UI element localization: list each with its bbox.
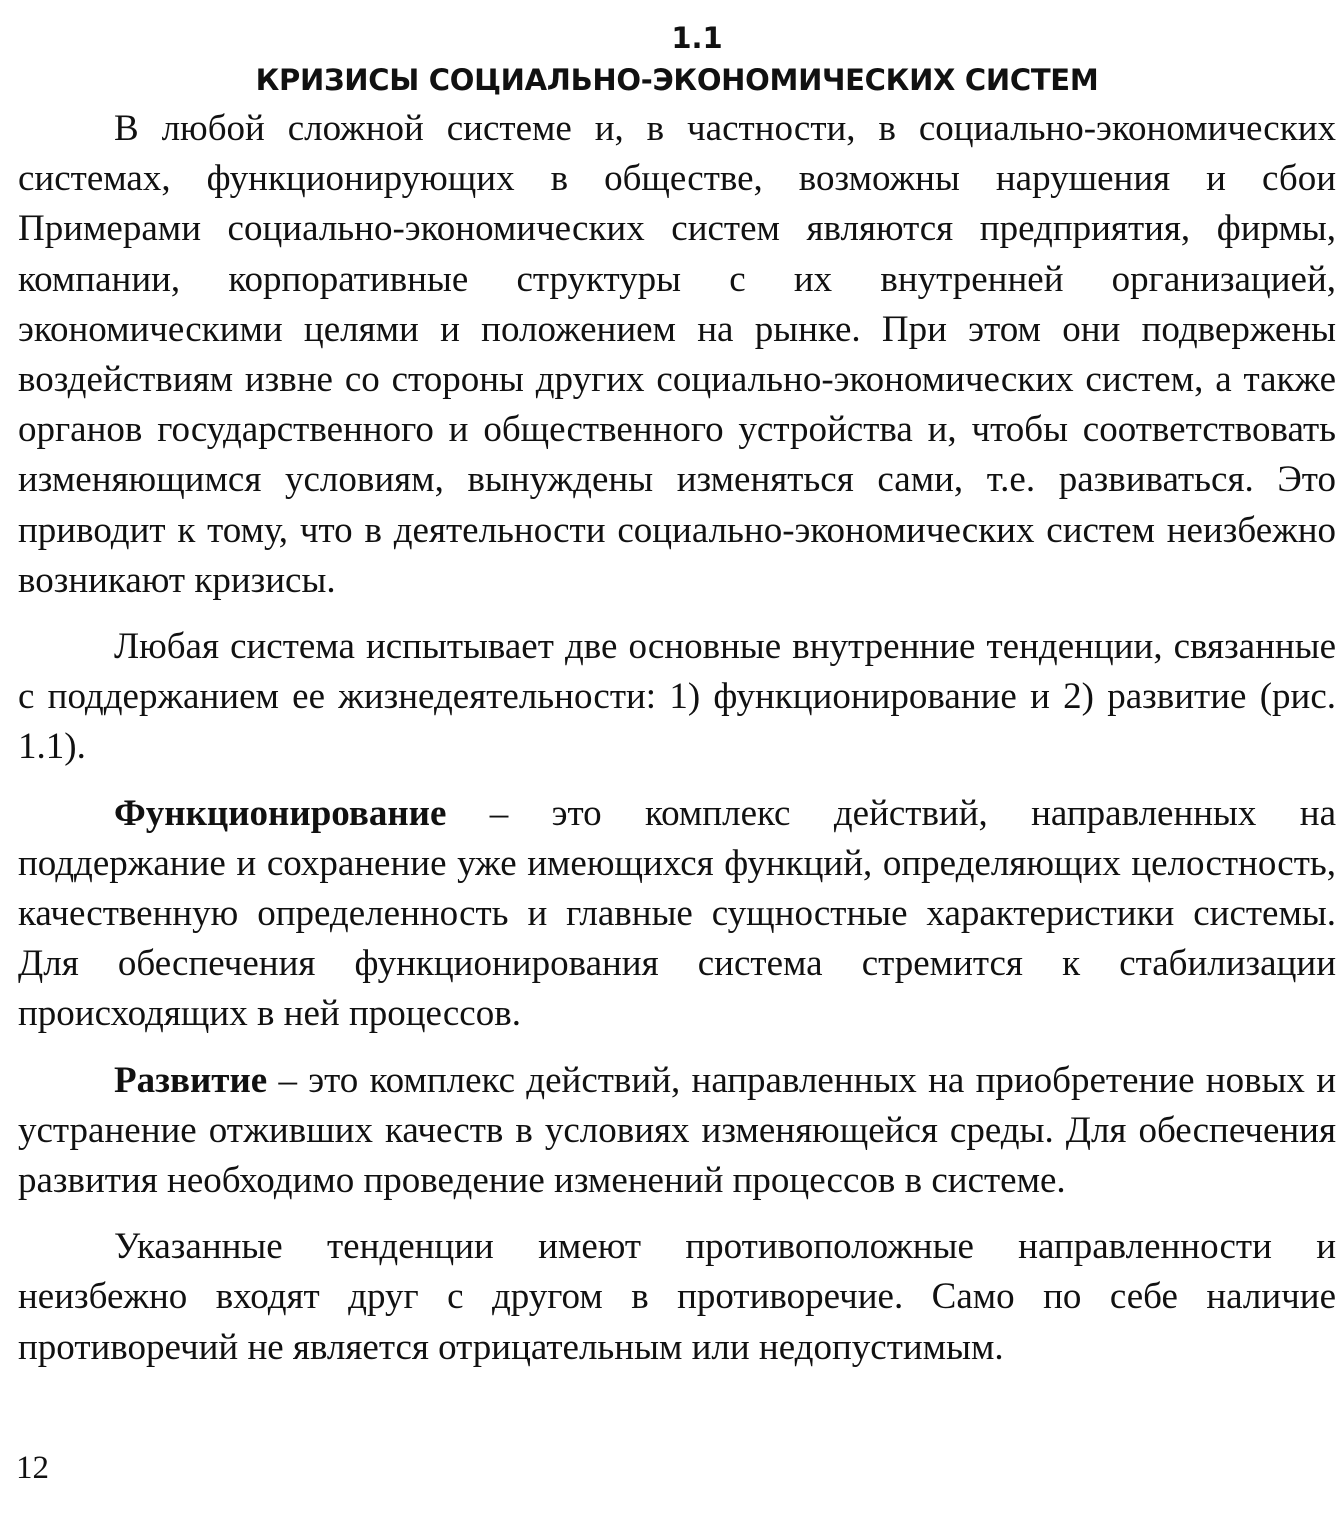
paragraph-1: В любой сложной системе и, в частности, в социально-экономических системах, функционирующих в обществе, возможны нарушения и сбои Примерами социально-экономических систем являются предприятия, фирмы, компании, корпоративные структуры с их внутренней организацией, экономическими целями и положением на рынке. При этом они подвержены воздействиям извне со стороны других социально-экономических систем, а также органов государственного и общественного устройства и, чтобы соответствовать изменяющимся условиям, вынуждены изменяться сами, т.е. развиваться. Это приводит к тому, что в деятельности социально-экономических систем неизбежно возникают кризисы. — [18, 108, 1336, 601]
body-text — [18, 104, 1336, 1373]
paragraph-4 — [18, 1056, 1336, 1207]
definition-functioning: – это комплекс действий, направленных на поддержание и сохранение уже имеющихся функций, определяющих целостность, качественную определенность и главные сущностные характеристики системы. Для обеспечения функционирования система стремится к стабилизации происходящих в ней процессов. — [18, 792, 1336, 1035]
term-development: Развитие — [114, 1059, 268, 1101]
paragraph-2: Любая система испытывает две основные внутренние тенденции, связанные с поддержанием ее жизнедеятельности: 1) функционирование и 2) развитие (рис. 1.1). — [18, 626, 1336, 768]
document-page — [18, 18, 1336, 1389]
definition-development: – это комплекс действий, направленных на приобретение новых и устранение отживших качеств в условиях изменяющейся среды. Для обеспечения развития необходимо проведение изменений процессов в системе. — [18, 1059, 1336, 1202]
paragraph-3 — [18, 789, 1336, 1040]
section-number: 1.1 — [671, 21, 723, 55]
page-number: 12 — [16, 1450, 49, 1486]
section-title: КРИЗИСЫ СОЦИАЛЬНО-ЭКОНОМИЧЕСКИХ СИСТЕМ — [255, 63, 1099, 97]
paragraph-5: Указанные тенденции имеют противоположные направленности и неизбежно входят друг с другом в противоречие. Само по себе наличие противоречий не является отрицательным или недопустимым. — [18, 1226, 1336, 1368]
term-functioning: Функционирование — [114, 792, 447, 834]
